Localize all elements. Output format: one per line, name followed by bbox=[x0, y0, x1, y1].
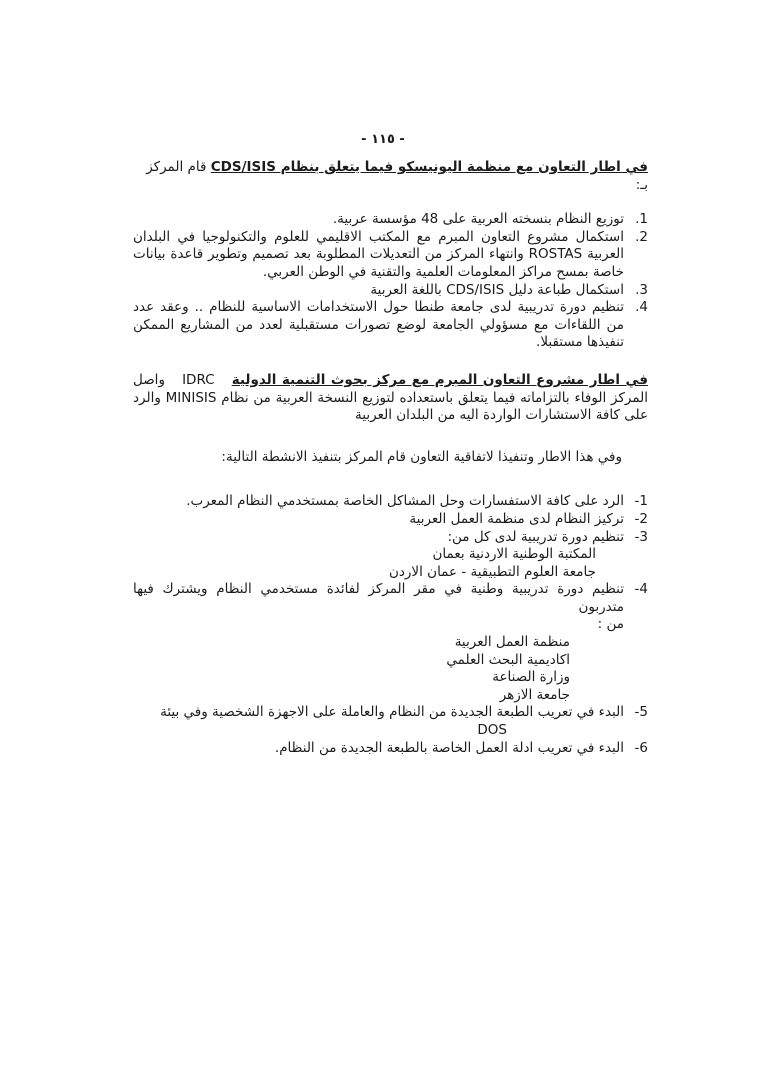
list-item-marker: 5- bbox=[634, 704, 648, 721]
list-item bbox=[133, 529, 648, 547]
list-item-text: تنظيم دورة تدريبية لدى كل من: bbox=[447, 528, 624, 545]
list-item-marker: 3- bbox=[634, 528, 648, 545]
list-item-text: استكمال طباعة دليل CDS/ISIS باللغة العربية bbox=[370, 281, 624, 298]
list-item-continuation: من : bbox=[597, 616, 624, 633]
list-item-continuation-dos: DOS bbox=[477, 722, 507, 739]
sub-list-item: اكاديمية البحث العلمي bbox=[446, 651, 570, 668]
sub-list-item: جامعة الازهر bbox=[499, 686, 570, 703]
section2-intro: وفي هذا الاطار وتنفيذا لاتفاقية التعاون قام المركز بتنفيذ الانشطة التالية: bbox=[221, 448, 622, 465]
list-item bbox=[133, 282, 648, 300]
list-item-marker: 4. bbox=[635, 299, 648, 316]
list-item-marker: 6- bbox=[634, 739, 648, 756]
list-item-marker: 1- bbox=[634, 493, 648, 510]
section2-heading-underlined: في اطار مشروع التعاون المبرم مع مركز بحوث التنمية الدولية bbox=[231, 371, 648, 388]
list-item-text: البدء في تعريب الطبعة الجديدة من النظام والعاملة على الاجهزة الشخصية وفي بيئة bbox=[160, 704, 624, 721]
sub-list-item: جامعة العلوم التطبيقية - عمان الاردن bbox=[388, 563, 596, 580]
section1-heading-rest: قام المركز بـ: bbox=[146, 159, 648, 193]
section1-heading-underlined: في اطار التعاون مع منظمة اليونيسكو فيما يتعلق بنظام CDS/ISIS bbox=[210, 159, 648, 175]
list-item-text: تنظيم دورة تدريبية لدى جامعة طنطا حول الاستخدامات الاساسية للنظام .. وعقد عدد من اللقاءات مع مسؤولي الجامعة لوضع تصورات مستقبلية لعدد من المشاريع الممكن تنفيذها مستقبلا. bbox=[133, 299, 624, 351]
section1-heading bbox=[133, 159, 648, 194]
list-item-text: الرد على كافة الاستفسارات وحل المشاكل الخاصة بمستخدمي النظام المعرب. bbox=[186, 493, 624, 510]
list-item-text: تنظيم دورة تدريبية وطنية في مقر المركز لفائدة مستخدمي النظام ويشترك فيها متدربون bbox=[133, 581, 624, 615]
list-item bbox=[133, 511, 648, 529]
list-item-marker: 2. bbox=[635, 228, 648, 245]
list-item bbox=[133, 299, 648, 352]
list-item-text: البدء في تعريب ادلة العمل الخاصة بالطبعة الجديدة من النظام. bbox=[274, 739, 624, 756]
list-item-text: تركيز النظام لدى منظمة العمل العربية bbox=[409, 510, 624, 527]
sub-list-item: منظمة العمل العربية bbox=[454, 634, 570, 651]
list-item bbox=[133, 211, 648, 229]
list-item bbox=[133, 493, 648, 511]
list-item bbox=[133, 704, 648, 722]
sub-list-item: وزارة الصناعة bbox=[492, 669, 570, 686]
section2-heading-acronym: IDRC bbox=[182, 371, 215, 388]
page-content bbox=[0, 147, 766, 757]
section2-list bbox=[133, 493, 648, 757]
list-item-marker: 4- bbox=[634, 581, 648, 598]
section1-list bbox=[133, 211, 648, 352]
list-item-marker: 2- bbox=[634, 510, 648, 527]
list-item bbox=[133, 229, 648, 282]
section2-heading-rest: واصل المركز الوفاء بالتزاماته فيما يتعلق باستعداده لتوزيع النسخة العربية من نظام MINISIS والرد على كافة الاستشارات الواردة اليه من البلدان العربية bbox=[133, 371, 648, 424]
sub-list-item: المكتبة الوطنية الاردنية بعمان bbox=[432, 546, 596, 563]
list-item-text: توزيع النظام بنسخته العربية على 48 مؤسسة عربية. bbox=[332, 211, 624, 228]
list-item-marker: 1. bbox=[635, 211, 648, 228]
list-item-marker: 3. bbox=[635, 281, 648, 298]
section2-heading-paragraph bbox=[133, 372, 648, 425]
list-item-text: استكمال مشروع التعاون المبرم مع المكتب الاقليمي للعلوم والتكنولوجيا في البلدان العربية ROSTAS وانتهاء المركز من التعديلات المطلوبة بعد تصميم وتطوير قاعدة بيانات خاصة بمسح مراكز المعلومات العلمية والتقنية في الوطن العربي. bbox=[133, 228, 624, 280]
list-item bbox=[133, 740, 648, 758]
list-item bbox=[133, 581, 648, 616]
page-number: - ١١٥ - bbox=[361, 132, 405, 147]
